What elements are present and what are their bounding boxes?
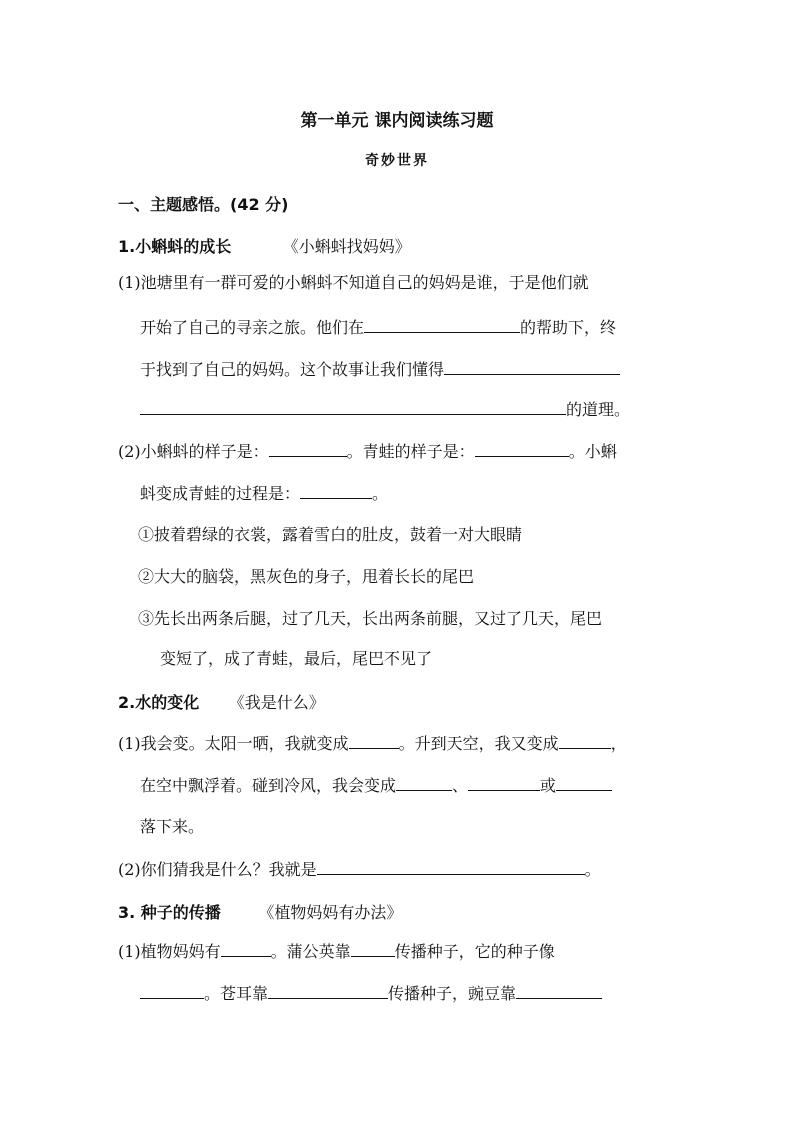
blank-helper[interactable] [364,316,520,333]
text: 。青蛙的样子是： [346,442,475,461]
blank-lesson-cont[interactable] [140,398,566,415]
section-2-source: 《我是什么》 [228,693,325,712]
s1-q1-line-a: (1)池塘里有一群可爱的小蝌蚪不知道自己的妈妈是谁，于是他们就 [118,273,589,292]
option-2: ②大大的脑袋，黑灰色的身子，甩着长长的尾巴 [138,567,475,586]
section-3-heading [118,900,402,923]
blank-lesson[interactable] [444,358,620,375]
section-3-source: 《植物妈妈有办法》 [258,903,403,922]
text: 的帮助下，终 [520,318,617,337]
option-1: ①披着碧绿的衣裳，露着雪白的肚皮，鼓着一对大眼睛 [138,525,523,544]
text: 于找到了自己的妈妈。这个故事让我们懂得 [140,360,445,379]
section-1-heading [118,234,411,257]
option-3-line-b: 变短了，成了青蛙，最后，尾巴不见了 [160,649,433,668]
text: 的道理。 [566,400,631,419]
s3-q1-line-a [118,940,555,963]
text: 在空中飘浮着。碰到冷风，我会变成 [140,776,397,795]
text: 。 [584,860,601,879]
s2-q1-line-a [118,732,627,755]
text: 传播种子，豌豆靠 [388,984,517,1003]
section-1-source: 《小蝌蚪找妈妈》 [282,237,411,256]
section-3-title: 3. 种子的传播 [118,903,221,922]
s1-q2-line-b [140,482,388,505]
text: 或 [540,776,557,795]
s2-q2-line [118,858,601,881]
text: 。蒲公英靠 [270,942,351,961]
blank-cocklebur[interactable] [268,982,388,999]
text: 蚪变成青蛙的过程是： [140,484,301,503]
page-title: 第一单元 课内阅读练习题 [300,111,494,131]
blank-answer-water[interactable] [317,858,585,875]
text: (1)我会变。太阳一晒，我就变成 [118,734,349,753]
blank-tadpole-look[interactable] [269,440,347,457]
text: 。升到天空，我又变成 [398,734,559,753]
text: (1)植物妈妈有 [118,942,221,961]
s1-q1-line-b [140,316,616,339]
page-subtitle: 奇妙世界 [365,153,429,169]
text: 开始了自己的寻亲之旅。他们在 [140,318,365,337]
part-heading: 一、主题感悟。(42 分) [118,195,289,214]
s2-q1-line-c: 落下来。 [140,817,205,836]
section-2-heading [118,690,325,713]
blank-frog-look[interactable] [475,440,569,457]
text: 传播种子，它的种子像 [394,942,555,961]
s3-q1-line-b [140,982,602,1005]
blank-method[interactable] [221,940,271,957]
text: (2)小蝌蚪的样子是： [118,442,269,461]
section-1-title: 1.小蝌蚪的成长 [118,237,232,256]
text: 、 [452,776,469,795]
text: 。苍耳靠 [204,984,269,1003]
blank-process[interactable] [300,482,372,499]
blank-pea[interactable] [516,982,602,999]
s1-q1-line-d [140,398,630,421]
text: (2)你们猜我是什么？我就是 [118,860,317,879]
s2-q1-line-b [140,774,612,797]
blank-vapor[interactable] [349,732,399,749]
text: ， [610,734,627,753]
section-2-title: 2.水的变化 [118,693,200,712]
s1-q2-line-a [118,440,617,463]
blank-snow[interactable] [468,774,540,791]
blank-cloud[interactable] [559,732,611,749]
blank-seed-like[interactable] [140,982,204,999]
text: 。小蝌 [568,442,617,461]
s1-q1-line-c [140,358,620,381]
text: 。 [372,484,389,503]
blank-dandelion[interactable] [351,940,395,957]
blank-rain[interactable] [396,774,452,791]
blank-hail[interactable] [556,774,612,791]
option-3-line-a: ③先长出两条后腿，过了几天，长出两条前腿，又过了几天，尾巴 [138,609,603,628]
